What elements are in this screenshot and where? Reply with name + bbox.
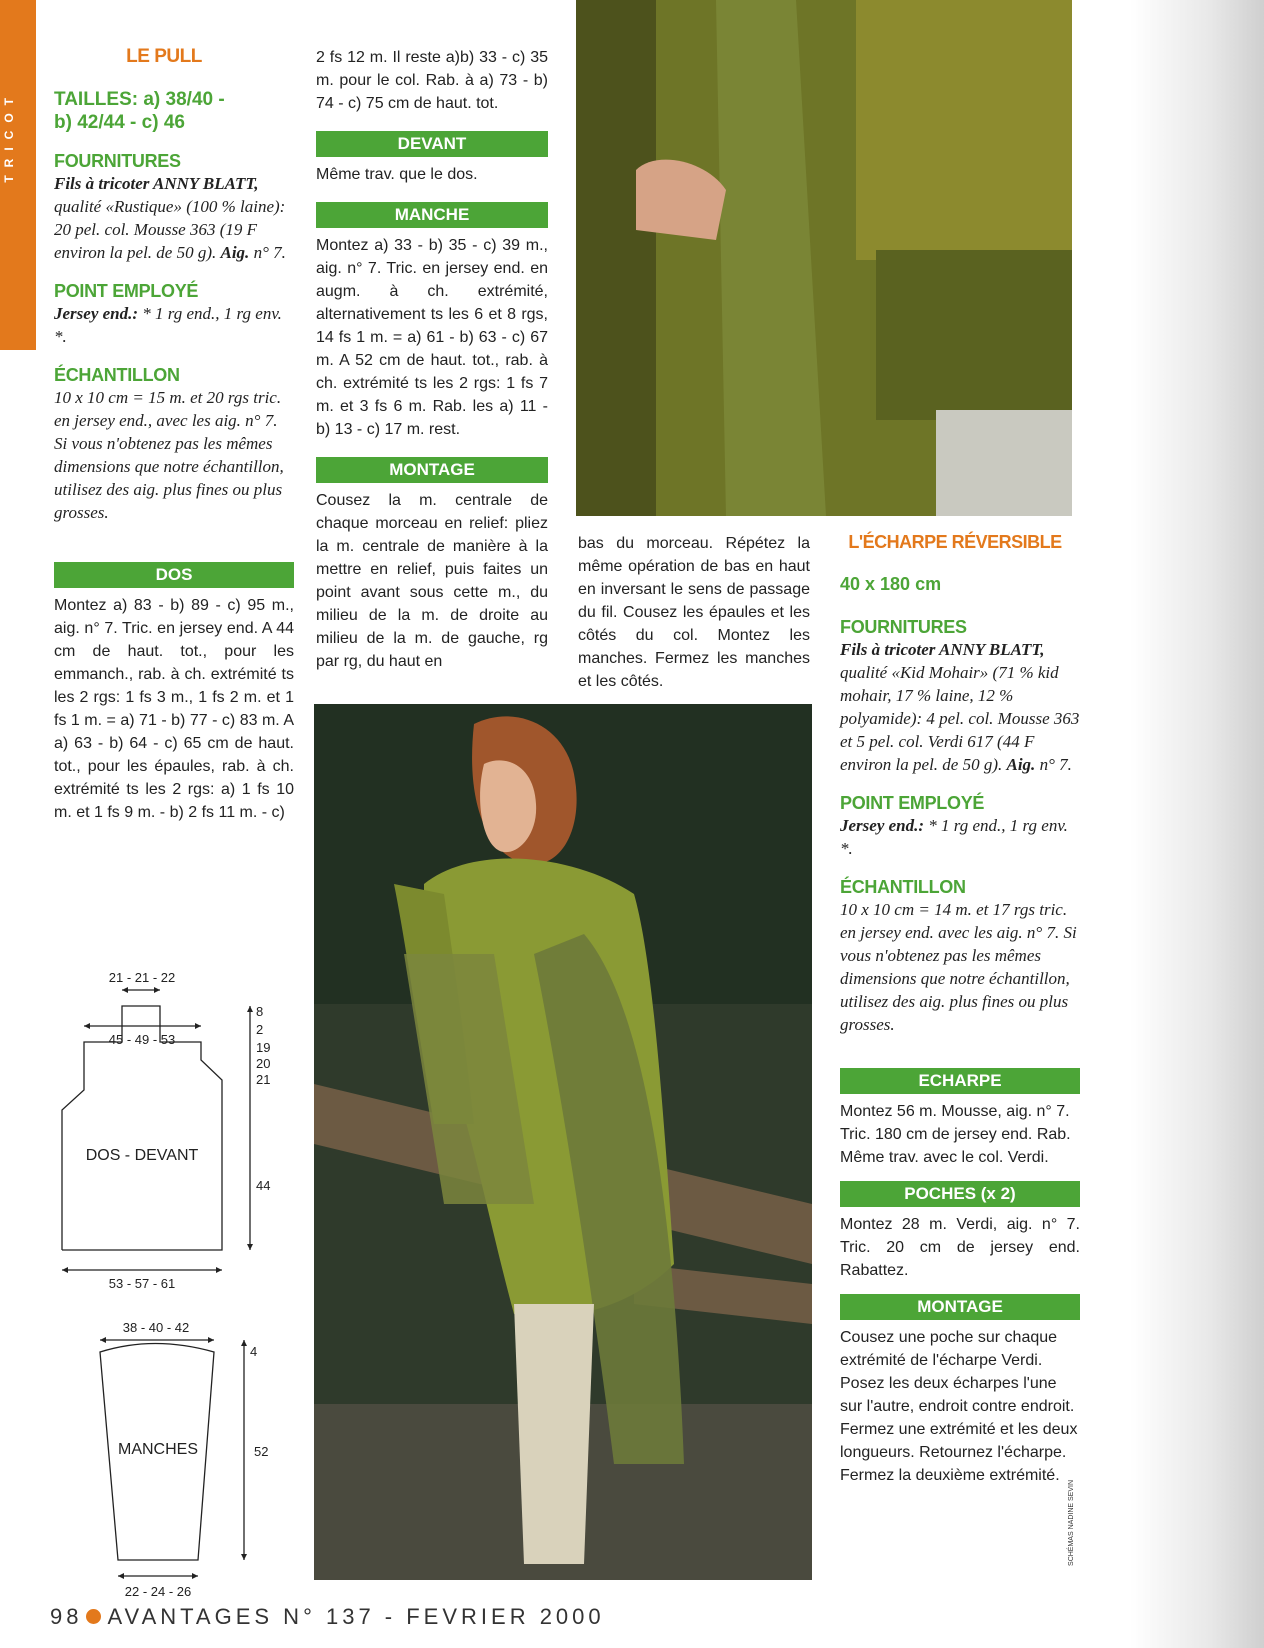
echarpe-bar: ECHARPE <box>840 1068 1080 1094</box>
pull-title: LE PULL <box>126 46 202 67</box>
section-tab <box>0 0 36 350</box>
fournitures-text <box>54 172 294 264</box>
point-detail: * 1 rg end., 1 rg env. *. <box>54 304 282 346</box>
sleeve-bottom-label: 22 - 24 - 26 <box>124 1584 192 1599</box>
echarpe-fournitures-heading: FOURNITURES <box>840 617 967 637</box>
dos-text: Montez a) 83 - b) 89 - c) 95 m., aig. n° 7. Tric. en jersey end. A 44 cm de haut. tot., pour les emmanch., rab. à ch. extrémité ts les 2 rgs: 1 fs 3 m., 1 fs 2 m. et 1 fs 1 m. = a) 71 - b) 77 - c) 83 m. A a) 63 - b) 64 - c) 65 cm de haut. tot., pour les épaules, rab. à ch. extrémité ts les 2 rgs: a) 1 fs 10 m. et 1 fs 9 m. - b) 2 fs 11 m. - c) <box>54 597 294 821</box>
montage-continued: bas du morceau. Répétez la même opération de bas en haut en inversant le sens de passage du fil. Cousez les épaules et les côtés du col. Montez les manches. Fermez les manches et les côtés. <box>578 535 810 690</box>
page-edge-shadow <box>1130 0 1264 1648</box>
height-8-label: 8 <box>256 1004 264 1019</box>
devant-text: Même trav. que le dos. <box>316 166 478 183</box>
echarpe-point-label: Jersey end.: <box>840 816 925 835</box>
fournitures-aig-label: Aig. <box>220 243 250 262</box>
height-44-label: 44 <box>256 1178 271 1193</box>
footer-dot-icon <box>86 1609 101 1624</box>
page-number: 98 <box>50 1604 83 1629</box>
page-footer <box>50 1604 605 1630</box>
woman-sweater-illustration <box>314 704 812 1580</box>
echarpe-echantillon-heading: ÉCHANTILLON <box>840 877 966 897</box>
manche-text: Montez a) 33 - b) 35 - c) 39 m., aig. n° 7. Tric. en jersey end. en augm. à ch. extrémité, alternativement ts les 6 et 8 rgs, 14 fs 1 m. = a) 61 - b) 63 - c) 67 m. A 52 cm de haut. tot., rab. à ch. extrémité ts les 2 rgs: 1 fs 7 m. et 3 fs 6 m. Rab. les a) 11 - b) 13 - c) 17 m. rest. <box>316 237 548 438</box>
dos-devant-label: DOS - DEVANT <box>85 1147 199 1164</box>
echarpe-montage-text: Cousez une poche sur chaque extrémité de l'écharpe Verdi. Posez les deux écharpes l'une sur l'autre, endroit contre endroit. Fermez une extrémité et les deux longueurs. Retournez l'écharpe. Fermez la deuxième extrémité. <box>840 1329 1078 1484</box>
fournitures-detail: qualité «Rustique» (100 % laine): 20 pel. col. Mousse 363 (19 F environ la pel. de 50 g). <box>54 197 286 262</box>
echarpe-fournitures-aig: n° 7. <box>1035 755 1072 774</box>
point-text <box>54 302 294 348</box>
section-tab-label: TRICOT <box>2 90 16 183</box>
pattern-schematics-drawing <box>54 960 294 1600</box>
sweater-closeup-photo <box>576 0 1072 516</box>
point-heading: POINT EMPLOYÉ <box>54 281 199 301</box>
echarpe-echantillon-text: 10 x 10 cm = 14 m. et 17 rgs tric. en jersey end. avec les aig. n° 7. Si vous n'obtenez pas les mêmes dimensions que notre échantillon, utilisez des aig. plus fines ou plus grosses. <box>840 900 1077 1034</box>
pull-column-2 <box>316 46 548 673</box>
echarpe-montage-bar: MONTAGE <box>840 1294 1080 1320</box>
fournitures-heading: FOURNITURES <box>54 151 181 171</box>
manche-bar: MANCHE <box>316 202 548 228</box>
echarpe-size: 40 x 180 cm <box>840 574 942 594</box>
echarpe-fournitures-brand: Fils à tricoter ANNY BLATT, <box>840 640 1045 659</box>
echarpe-fournitures-aig-label: Aig. <box>1006 755 1036 774</box>
tailles-line-2: b) 42/44 - c) 46 <box>54 112 185 133</box>
schema-credit: SCHÉMAS NADINE SEVIN <box>1068 1480 1075 1566</box>
echarpe-fournitures-text <box>840 638 1080 776</box>
sleeve-top-label: 38 - 40 - 42 <box>122 1320 190 1335</box>
top-width-label: 21 - 21 - 22 <box>108 970 176 985</box>
height-21-label: 21 <box>256 1072 271 1087</box>
sweater-closeup-illustration <box>576 0 1072 516</box>
devant-bar: DEVANT <box>316 131 548 157</box>
echarpe-text: Montez 56 m. Mousse, aig. n° 7. Tric. 180 cm de jersey end. Rab. Même trav. avec le col. Verdi. <box>840 1103 1071 1166</box>
dos-continued: 2 fs 12 m. Il reste a)b) 33 - c) 35 m. pour le col. Rab. à a) 73 - b) 74 - c) 75 cm de haut. tot. <box>316 49 548 112</box>
fournitures-aig: n° 7. <box>249 243 286 262</box>
shoulder-width-label: 45 - 49 - 53 <box>108 1032 176 1047</box>
point-label: Jersey end.: <box>54 304 139 323</box>
footer-magazine: AVANTAGES N° 137 - FEVRIER 2000 <box>107 1604 605 1629</box>
echarpe-point-detail: * 1 rg end., 1 rg env. *. <box>840 816 1068 858</box>
height-2-label: 2 <box>256 1022 264 1037</box>
montage-text: Cousez la m. centrale de chaque morceau en relief: pliez la m. centrale de manière à la mettre en relief, puis faites un point avant sous cette m., du milieu de la m. de droite au milieu de la m. de gauche, rg par rg, du haut en <box>316 492 548 670</box>
manches-label: MANCHES <box>117 1441 199 1458</box>
echantillon-text: 10 x 10 cm = 15 m. et 20 rgs tric. en jersey end., avec les aig. n° 7. Si vous n'obtenez pas les mêmes dimensions que notre échantillon, utilisez des aig. plus fines ou plus grosses. <box>54 388 284 522</box>
echarpe-fournitures-detail: qualité «Kid Mohair» (71 % kid mohair, 17 % laine, 12 % polyamide): 4 pel. col. Mousse 363 et 5 pel. col. Verdi 617 (44 F environ la pel. de 50 g). <box>840 663 1080 774</box>
echarpe-point-heading: POINT EMPLOYÉ <box>840 793 985 813</box>
pull-column <box>54 46 294 824</box>
tailles-line-1: TAILLES: a) 38/40 - <box>54 89 225 110</box>
sleeve-height-4-label: 4 <box>250 1344 258 1359</box>
height-20-label: 20 <box>256 1056 271 1071</box>
echantillon-heading: ÉCHANTILLON <box>54 365 180 385</box>
woman-sweater-photo <box>314 704 812 1580</box>
bottom-width-label: 53 - 57 - 61 <box>108 1276 176 1291</box>
poches-text: Montez 28 m. Verdi, aig. n° 7. Tric. 20 cm de jersey end. Rabattez. <box>840 1216 1080 1279</box>
fournitures-brand: Fils à tricoter ANNY BLATT, <box>54 174 259 193</box>
height-19-label: 19 <box>256 1040 271 1055</box>
echarpe-point-text <box>840 814 1080 860</box>
montage-bar: MONTAGE <box>316 457 548 483</box>
dos-bar: DOS <box>54 562 294 588</box>
echarpe-column <box>840 532 1080 1487</box>
montage-continued-column <box>578 532 810 693</box>
echarpe-title: L'ÉCHARPE RÉVERSIBLE <box>848 532 1062 552</box>
poches-bar: POCHES (x 2) <box>840 1181 1080 1207</box>
pattern-schematics <box>54 960 294 1600</box>
sleeve-height-52-label: 52 <box>254 1444 269 1459</box>
